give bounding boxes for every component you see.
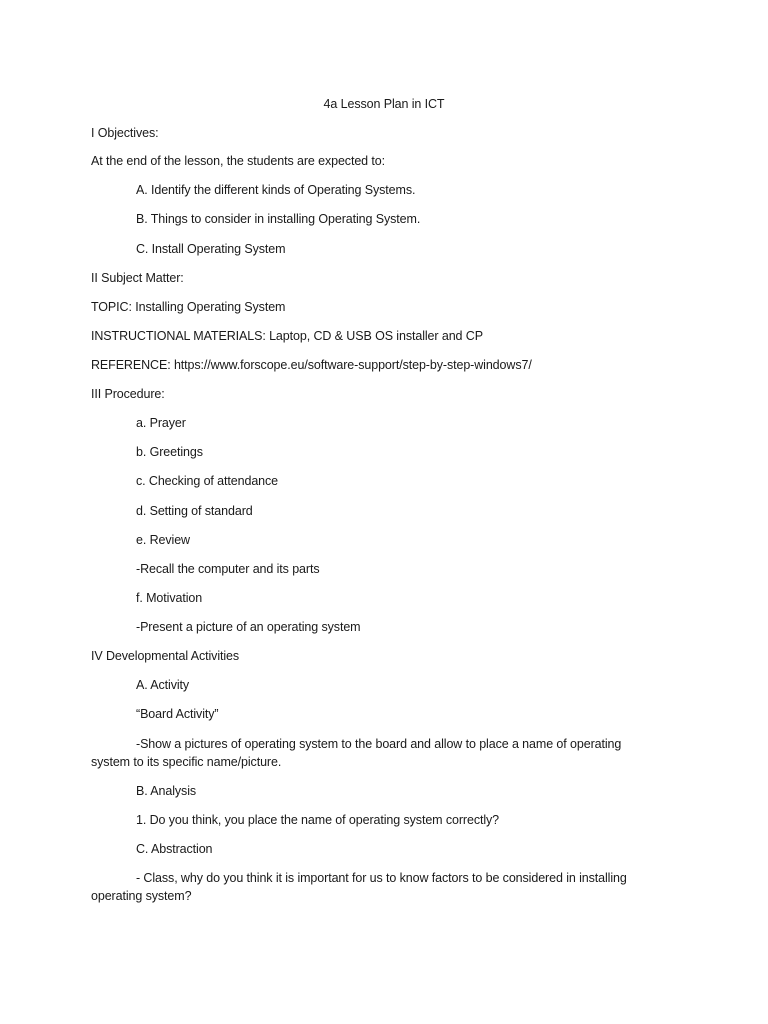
procedure-item: b. Greetings (136, 445, 203, 459)
objectives-intro: At the end of the lesson, the students are expected to: (91, 154, 386, 168)
procedure-item: d. Setting of standard (136, 504, 253, 518)
board-activity-label: “Board Activity” (136, 707, 219, 721)
topic-line: TOPIC: Installing Operating System (91, 300, 286, 314)
activity-label: A. Activity (136, 678, 190, 692)
dev-activities-heading: IV Developmental Activities (91, 649, 240, 663)
procedure-item: c. Checking of attendance (136, 474, 279, 488)
procedure-item: a. Prayer (136, 416, 186, 430)
procedure-item: f. Motivation (136, 591, 203, 605)
analysis-question: 1. Do you think, you place the name of operating system correctly? (136, 813, 500, 827)
subject-heading: II Subject Matter: (91, 271, 184, 285)
objective-item: C. Install Operating System (136, 242, 286, 256)
procedure-item: e. Review (136, 533, 190, 547)
document-title: 4a Lesson Plan in ICT (323, 97, 445, 111)
activity-description-cont: system to its specific name/picture. (91, 755, 282, 769)
materials-line: INSTRUCTIONAL MATERIALS: Laptop, CD & USB OS installer and CP (91, 329, 483, 343)
procedure-item: -Present a picture of an operating system (136, 620, 361, 634)
objectives-heading: I Objectives: (91, 126, 159, 140)
analysis-label: B. Analysis (136, 784, 197, 798)
procedure-heading: III Procedure: (91, 387, 165, 401)
objective-item: A. Identify the different kinds of Operating Systems. (136, 183, 416, 197)
activity-description: -Show a pictures of operating system to the board and allow to place a name of operating (136, 737, 622, 751)
reference-line: REFERENCE: https://www.forscope.eu/software-support/step-by-step-windows7/ (91, 358, 532, 372)
procedure-item: -Recall the computer and its parts (136, 562, 320, 576)
abstraction-question: - Class, why do you think it is important for us to know factors to be considered in installing (136, 871, 627, 885)
abstraction-question-cont: operating system? (91, 889, 192, 903)
objective-item: B. Things to consider in installing Operating System. (136, 212, 421, 226)
abstraction-label: C. Abstraction (136, 842, 213, 856)
